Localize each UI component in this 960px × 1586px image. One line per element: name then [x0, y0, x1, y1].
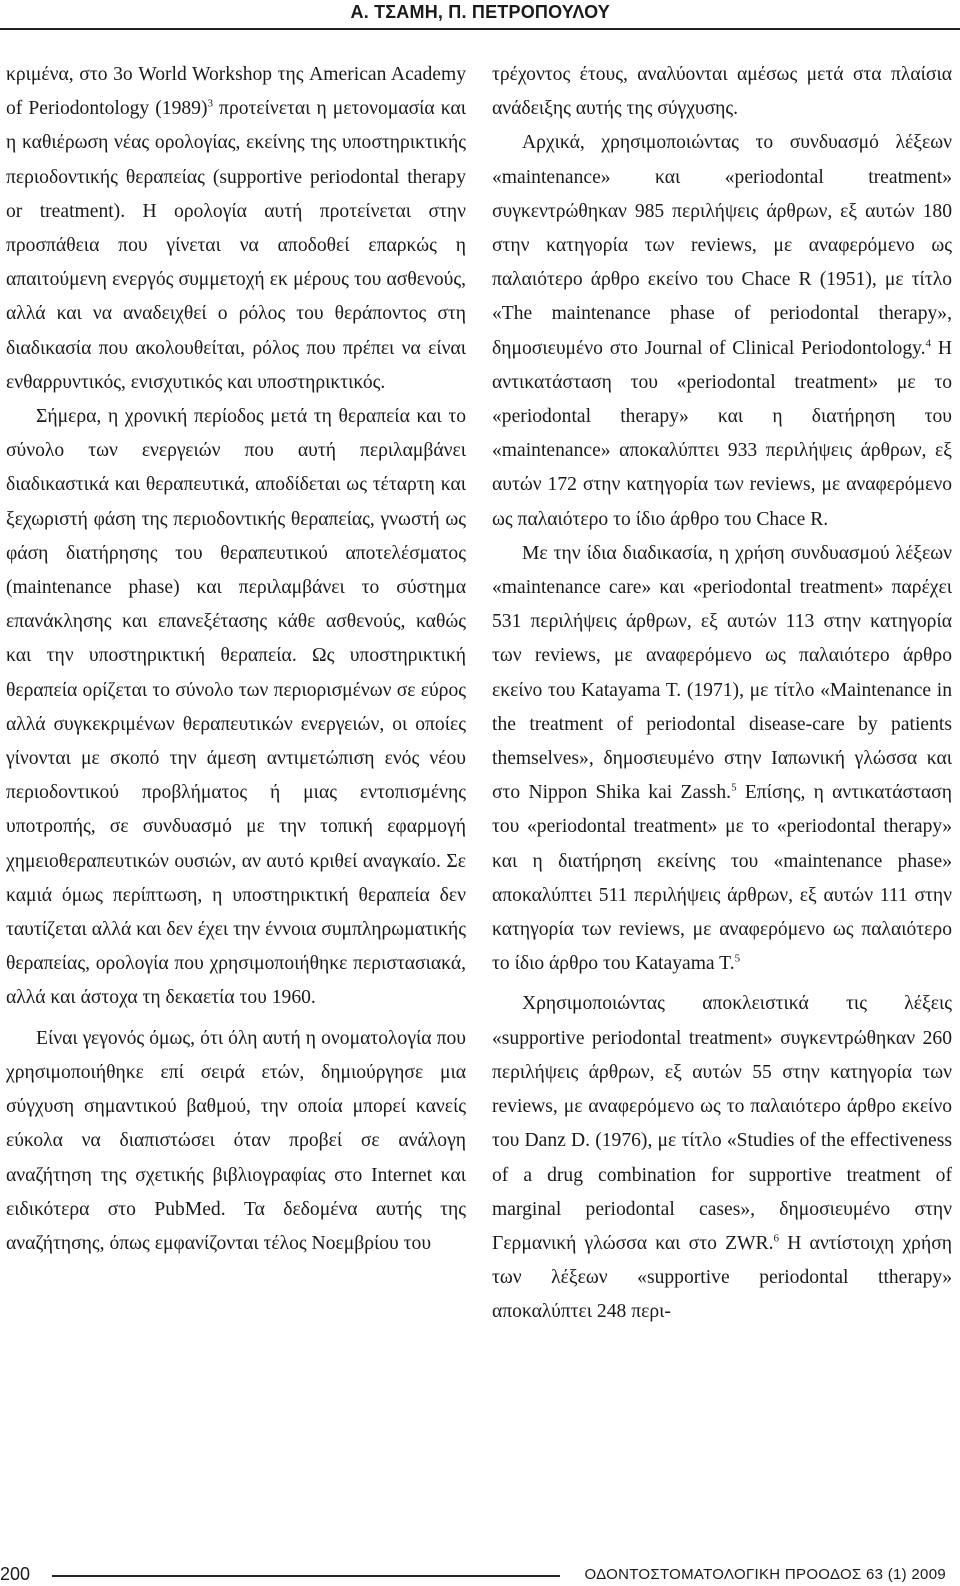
paragraph-text: Η αντίστοιχη χρήση των λέξεων «supportive periodontal ttherapy» αποκαλύπτει 248 περι-	[492, 1232, 952, 1323]
header-rule	[0, 28, 960, 30]
paragraph	[492, 537, 952, 982]
paragraph-text: προτείνεται η μετονομασία και η καθιέρωση νέας ορολογίας, εκείνης της υποστηρικτικής περιοδοντικής θεραπείας (supportive periodontal therapy or treatment). Η ορολογία αυτή προτείνεται στην προσπάθεια που γίνεται να αποδοθεί επαρκώς η απαιτούμενη ενεργός συμμετοχή εκ μέρους του ασθενούς, αλλά και να αναδειχθεί ο ρόλος του θεράποντος στη διαδικασία που ακολουθείται, ρόλος που πρέπει να είναι ενθαρρυντικός, ενισχυτικός και υποστηρικτικός.	[6, 98, 466, 393]
paragraph	[6, 400, 466, 1016]
paragraph	[6, 58, 466, 400]
paragraph-text: Είναι γεγονός όμως, ότι όλη αυτή η ονοματολογία που χρησιμοποιήθηκε επί σειρά ετών, δημιούργησε μια σύγχυση σημαντικού βαθμού, την οποία μπορεί κανείς εύκολα να διαπιστώσει όταν προβεί σε ανάλογη αναζήτηση της σχετικής βιβλιογραφίας στο Internet και ειδικότερα στο PubMed. Τα δεδομένα αυτής της αναζήτησης, όπως εμφανίζονται τέλος Νοεμβρίου του	[6, 1027, 466, 1254]
right-column	[492, 58, 952, 1330]
paragraph-text: Αρχικά, χρησιμοποιώντας το συνδυασμό λέξεων «maintenance» και «periodontal treatment» συγκεντρώθηκαν 985 περιλήψεις άρθρων, εξ αυτών 180 στην κατηγορία των reviews, με αναφερόμενο ως παλαιότερο άρθρο εκείνο του Chace R (1951), με τίτλο «The maintenance phase of periodontal therapy», δημοσιευμένο στο Journal of Clinical Periodontology.	[492, 132, 952, 359]
paragraph	[492, 58, 952, 126]
left-column	[6, 58, 466, 1261]
journal-name: ΟΔΟΝΤΟΣΤΟΜΑΤΟΛΟΓΙΚΗ ΠΡΟΟΔΟΣ 63 (1) 2009	[584, 1566, 946, 1583]
page-number: 200	[0, 1564, 31, 1584]
paragraph-text: Χρησιμοποιώντας αποκλειστικά τις λέξεις «supportive periodontal treatment» συγκεντρώθηκαν 260 περιλήψεις άρθρων, εξ αυτών 55 στην κατηγορία των reviews, με αναφερόμενο ως το παλαιότερο άρθρο εκείνο του Danz D. (1976), με τίτλο «Studies of the effectiveness of a drug combination for supportive treatment of marginal periodontal cases», δημοσιευμένο στην Γερμανική γλώσσα και στο ZWR.	[492, 993, 952, 1254]
paragraph-text: Επίσης, η αντικατάσταση του «periodontal treatment» με το «periodontal therapy» και η διατήρηση εκείνης του «maintenance phase» αποκαλύπτει 511 περιλήψεις άρθρων, εξ αυτών 111 στην κατηγορία των reviews, με αναφερόμενο ως παλαιότερο το ίδιο άρθρο του Katayama T.	[492, 782, 952, 975]
footer-rule	[52, 1575, 560, 1577]
citation: 6	[773, 1232, 779, 1245]
citation: 5	[734, 952, 741, 965]
paragraph-text: Σήμερα, η χρονική περίοδος μετά τη θεραπεία και το σύνολο των ενεργειών που αυτή περιλαμβάνει διαδικαστικά και θεραπευτικά, αποδίδεται ως τέταρτη και ξεχωριστή φάση της περιοδοντικής θεραπείας, γνωστή ως φάση διατήρησης του θεραπευτικού αποτελέσματος (maintenance phase) και περιλαμβάνει το σύστημα επανάκλησης και επανεξέτασης κάθε ασθενούς, καθώς και την υποστηρικτική θεραπεία. Ως υποστηρικτική θεραπεία ορίζεται το σύνολο των περιορισμένων σε εύρος αλλά συγκεκριμένων θεραπευτικών ενεργειών, οι οποίες γίνονται με σκοπό την άμεση αντιμετώπιση ενός νέου περιοδοντικού προβλήματος ή μιας εντοπισμένης υποτροπής, σε συνδυασμό με την τοπική εφαρμογή χημειοθεραπευτικών ουσιών, αν αυτό κριθεί αναγκαίο. Σε καμιά όμως περίπτωση, η υποστηρικτική θεραπεία δεν ταυτίζεται αλλά και δεν έχει την έννοια συμπληρωματικής θεραπείας, ορολογία που χρησιμοποιήθηκε περιστασιακά, αλλά και άστοχα τη δεκαετία του 1960.	[6, 406, 466, 1009]
paragraph	[492, 987, 952, 1329]
paragraph-text: Η αντικατάσταση του «periodontal treatment» με το «periodontal therapy» και η διατήρηση του «maintenance» αποκαλύπτει 933 περιλήψεις άρθρων, εξ αυτών 172 στην κατηγορία των reviews, με αναφερόμενο ως παλαιότερο το ίδιο άρθρο του Chace R.	[492, 337, 952, 530]
paragraph-text: κριμένα, στο 3ο World Workshop της American Academy of Periodontology (1989)	[6, 64, 466, 120]
page-footer	[0, 1566, 960, 1586]
paragraph	[492, 126, 952, 536]
citation: 4	[925, 337, 932, 350]
paragraph-text: Με την ίδια διαδικασία, η χρήση συνδυασμού λέξεων «maintenance care» και «periodontal treatment» παρέχει 531 περιλήψεις άρθρων, εξ αυτών 113 στην κατηγορία των reviews, με αναφερόμενο ως παλαιότερο άρθρο εκείνο του Katayama T. (1971), με τίτλο «Maintenance in the treatment of periodontal disease-care by patients themselves», δημοσιευμένο στην Ιαπωνική γλώσσα και στο Nippon Shika kai Zassh.	[492, 542, 952, 804]
paragraph-text: τρέχοντος έτους, αναλύονται αμέσως μετά στα πλαίσια ανάδειξης αυτής της σύγχυσης.	[492, 64, 952, 120]
citation: 5	[731, 781, 737, 794]
running-head: Α. ΤΣΑΜΗ, Π. ΠΕΤΡΟΠΟΥΛΟΥ	[350, 2, 610, 22]
paragraph	[6, 1022, 466, 1261]
citation: 3	[207, 97, 213, 110]
